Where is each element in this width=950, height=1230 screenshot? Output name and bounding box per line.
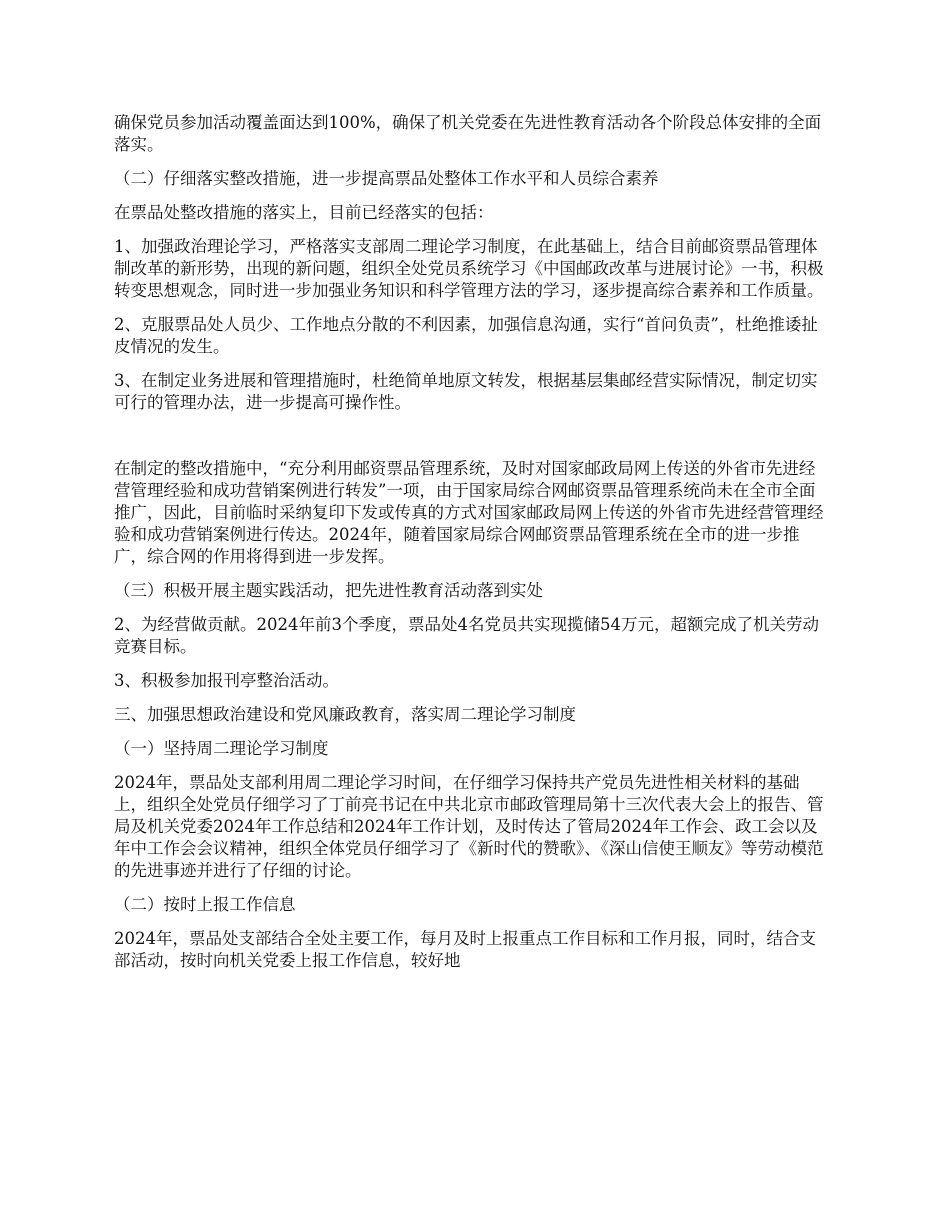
- heading-section-three: 三、加强思想政治建设和党风廉政教育，落实周二理论学习制度: [114, 705, 576, 724]
- list-item-political-study: 1、加强政治理论学习，严格落实支部周二理论学习制度，在此基础上，结合目前邮资票品管理体制改革的新形势，出现的新问题，组织全处党员系统学习《中国邮政改革与进展讨论》一书，积极转变思想观念，同时进一步加强业务知识和科学管理方法的学习，逐步提高综合素养和工作质量。: [114, 237, 824, 300]
- paragraph-system-promotion: 在制定的整改措施中，“充分利用邮资票品管理系统，及时对国家邮政局网上传送的外省市先进经营管理经验和成功营销案例进行转发”一项，由于国家局综合网邮资票品管理系统尚未在全市全面推广，因此，目前临时采纳复印下发或传真的方式对国家邮政局网上传送的外省市先进经营管理经验和成功营销案例进行传达。2024年，随着国家局综合网邮资票品管理系统在全市的进一步推广，综合网的作用将得到进一步发挥。: [114, 459, 824, 566]
- document-body: [114, 112, 830, 984]
- paragraph-coverage: 确保党员参加活动覆盖面达到100%，确保了机关党委在先进性教育活动各个阶段总体安排的全面落实。: [114, 113, 822, 154]
- heading-tuesday-study: （一）坚持周二理论学习制度: [114, 739, 329, 758]
- heading-themed-activities: （三）积极开展主题实践活动，把先进性教育活动落到实处: [114, 581, 543, 600]
- heading-report-info: （二）按时上报工作信息: [114, 895, 296, 914]
- list-item-communication: 2、克服票品处人员少、工作地点分散的不利因素，加强信息沟通，实行“首问负责”，杜绝推诿扯皮情况的发生。: [114, 315, 818, 356]
- paragraph-study-details: 2024年，票品处支部利用周二理论学习时间，在仔细学习保持共产党员先进性相关材料的基础上，组织全处党员仔细学习了丁前亮书记在中共北京市邮政管理局第十三次代表大会上的报告、管局及机关党委2024年工作总结和2024年工作计划，及时传达了管局2024年工作会、政工会以及年中工作会会议精神，组织全体党员仔细学习了《新时代的赞歌》、《深山信使王顺友》等劳动模范的先进事迹并进行了仔细的讨论。: [114, 773, 824, 880]
- paragraph-implemented-intro: 在票品处整改措施的落实上，目前已经落实的包括：: [114, 203, 494, 222]
- list-item-business-contribution: 2、为经营做贡献。2024年前3个季度，票品处4名党员共实现揽储54万元，超额完成了机关劳动竞赛目标。: [114, 615, 819, 656]
- list-item-kiosk-rectification: 3、积极参加报刊亭整治活动。: [114, 671, 339, 690]
- paragraph-report-details: 2024年，票品处支部结合全处主要工作，每月及时上报重点工作目标和工作月报，同时，结合支部活动，按时向机关党委上报工作信息，较好地: [114, 929, 816, 970]
- list-item-management-measures: 3、在制定业务进展和管理措施时，杜绝简单地原文转发，根据基层集邮经营实际情况，制定切实可行的管理办法，进一步提高可操作性。: [114, 371, 818, 412]
- heading-rectification: （二）仔细落实整改措施，进一步提高票品处整体工作水平和人员综合素养: [114, 169, 659, 188]
